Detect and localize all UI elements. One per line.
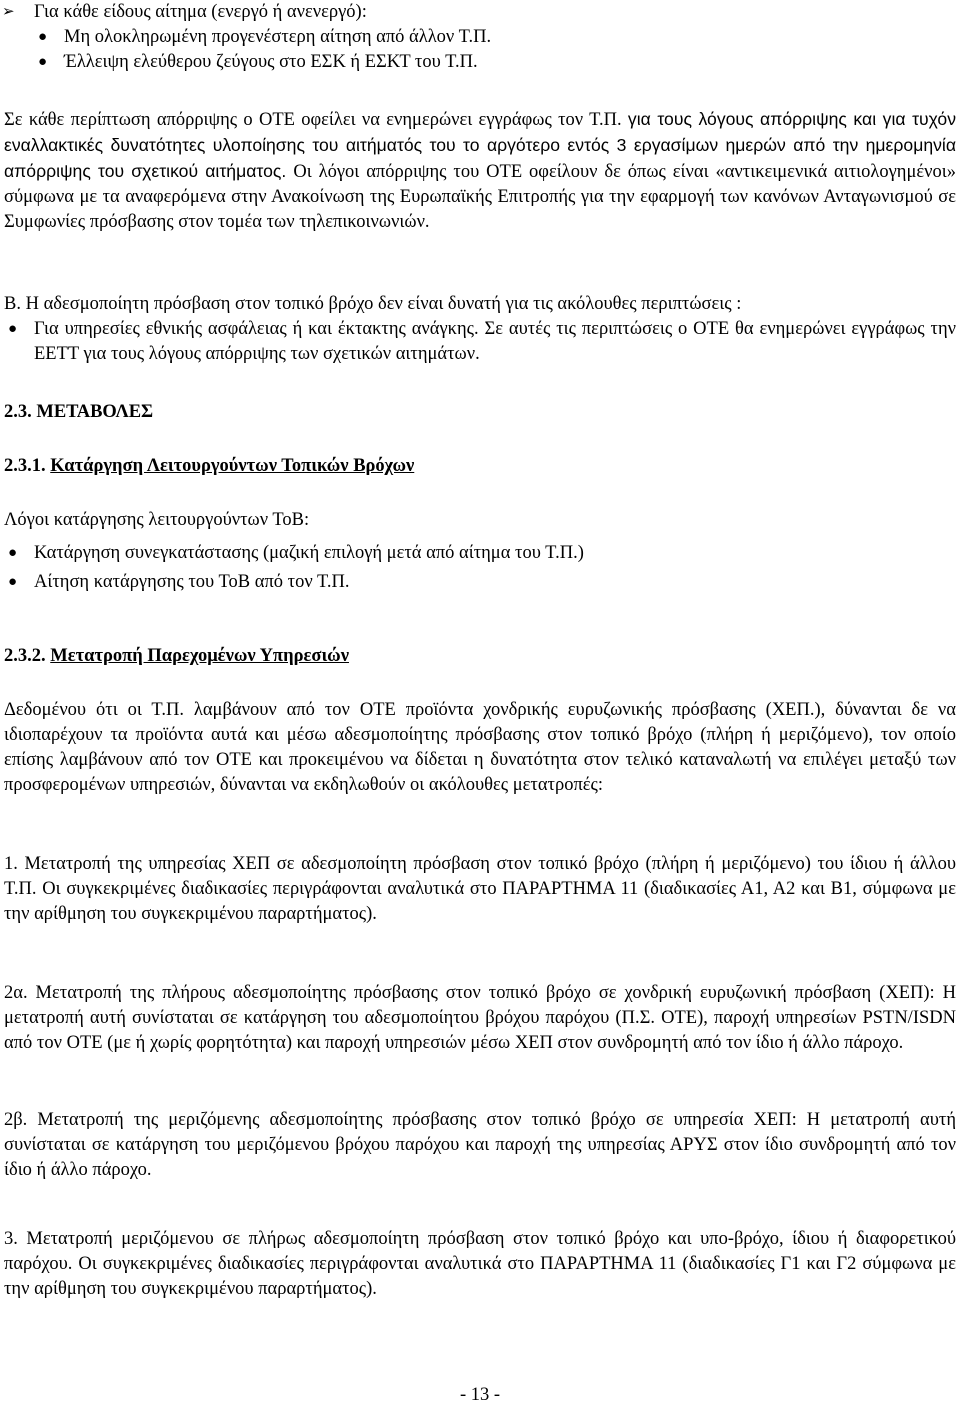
arrow-bullet-icon: ➢ bbox=[2, 4, 15, 20]
list-item: ● Έλλειψη ελεύθερου ζεύγους στο ΕΣΚ ή ΕΣΚΤ του Τ.Π. bbox=[34, 50, 956, 75]
conversion-item-2b: 2β. Μετατροπή της μεριζόμενης αδεσμοποίητης πρόσβασης στον τοπικό βρόχο σε υπηρεσία ΧΕΠ: Η μετατροπή αυτή συνίσταται σε κατάργηση του μεριζόμενου βρόχου παρόχου και παροχή της υπηρεσίας ΑΡΥΣ στον ίδιο συνδρομητή από τον ίδιο ή άλλο πάροχο. bbox=[4, 1110, 956, 1180]
conversion-item-1: 1. Μετατροπή της υπηρεσίας ΧΕΠ σε αδεσμοποίητη πρόσβαση στον τοπικό βρόχο (πλήρη ή μεριζόμενο) του ίδιου ή άλλου Τ.Π. Οι συγκεκριμένες διαδικασίες περιγράφονται αναλυτικά στο ΠΑΡΑΡΤΗΜΑ 11 (διαδικασίες Α1, Α2 και Β1, σύμφωνα με την αρίθμηση του συγκεκριμένου παραρτήματος). bbox=[4, 854, 956, 924]
list-item: ● Αίτηση κατάργησης του ΤοΒ από τον Τ.Π. bbox=[4, 570, 956, 595]
section-2-3-1-body bbox=[4, 508, 956, 595]
top-list bbox=[4, 0, 956, 75]
list-item: ● Για υπηρεσίες εθνικής ασφάλειας ή και έκτακτης ανάγκης. Σε αυτές τις περιπτώσεις ο ΟΤΕ θα ενημερώνει εγγράφως την ΕΕΤΤ για τους λόγους απόρριψης των σχετικών αιτημάτων. bbox=[8, 319, 956, 364]
section-b-intro: Β. Η αδεσμοποίητη πρόσβαση στον τοπικό βρόχο δεν είναι δυνατή για τις ακόλουθες περιπτώσεις : bbox=[4, 294, 742, 314]
section-heading-2-3-2: 2.3.2. Μετατροπή Παρεχομένων Υπηρεσιών bbox=[4, 646, 349, 666]
page-number: - 13 - bbox=[459, 1385, 501, 1405]
bullet-icon: ● bbox=[8, 574, 18, 590]
list-item: ● Μη ολοκληρωμένη προγενέστερη αίτηση από άλλον Τ.Π. bbox=[34, 25, 956, 50]
bullet-icon: ● bbox=[38, 54, 48, 70]
list-item: ● Κατάργηση συνεγκατάστασης (μαζική επιλογή μετά από αίτημα του Τ.Π.) bbox=[4, 541, 956, 566]
bullet-icon: ● bbox=[8, 321, 18, 337]
conversion-item-2a: 2α. Μετατροπή της πλήρους αδεσμοποίητης πρόσβασης στον τοπικό βρόχο σε χονδρική ευρυζωνική πρόσβαση (ΧΕΠ): Η μετατροπή αυτή συνίσταται σε κατάργηση του αδεσμοποίητου βρόχου παρόχου (Π.Σ. ΟΤΕ), παροχή υπηρεσίων PSTN/ISDN από τον ΟΤΕ (με ή χωρίς φορητότητα) και παροχή υπηρεσιών μέσω ΧΕΠ στον συνδρομητή από τον ίδιο ή άλλο πάροχο. bbox=[4, 983, 956, 1053]
section-b bbox=[4, 292, 956, 367]
section-heading-2-3: 2.3. ΜΕΤΑΒΟΛΕΣ bbox=[4, 402, 154, 422]
rejection-paragraph: Σε κάθε περίπτωση απόρριψης ο ΟΤΕ οφείλει να ενημερώνει εγγράφως τον Τ.Π. για τους λόγους απόρριψης και για τυχόν εναλλακτικές δυνατότητες υλοποίησης του αιτήματός του το αργότερο εντός 3 εργασίμων ημερών από την ημερομηνία απόρριψης του σχετικού αιτήματος. Οι λόγοι απόρριψης του ΟΤΕ οφείλουν δε όπως είναι «αντικειμενικά αιτιολογημένοι» σύμφωνα με τα αναφερόμενα στην Ανακοίνωση της Ευρωπαϊκής Επιτροπής για την εφαρμογή των κανόνων Ανταγωνισμού σε Συμφωνίες πρόσβασης στον τομέα των τηλεπικοινωνιών. bbox=[4, 109, 957, 232]
bullet-icon: ● bbox=[38, 29, 48, 45]
section-2-3-1-intro: Λόγοι κατάργησης λειτουργούντων ΤοΒ: bbox=[4, 510, 310, 530]
section-heading-2-3-1: 2.3.1. Κατάργηση Λειτουργούντων Τοπικών Βρόχων bbox=[4, 456, 415, 476]
bullet-icon: ● bbox=[8, 545, 18, 561]
conversion-intro: Δεδομένου ότι οι Τ.Π. λαμβάνουν από τον ΟΤΕ προϊόντα χονδρικής ευρυζωνικής πρόσβασης (ΧΕΠ.), δύνανται δε να ιδιοπαρέχουν τα προϊόντα αυτά και μέσω αδεσμοποίητης πρόσβασης στον τοπικό βρόχο (πλήρη ή μεριζόμενο), τον οποίο επίσης λαμβάνουν από τον ΟΤΕ και προκειμένου να δίδεται η δυνατότητα στον τελικό καταναλωτή να επιλέγει μεταξύ των προσφερομένων υπηρεσιών, δύνανται να εκδηλωθούν οι ακόλουθες μετατροπές: bbox=[4, 700, 956, 795]
conversion-item-3: 3. Μετατροπή μεριζόμενου σε πλήρως αδεσμοποίητη πρόσβαση στον τοπικό βρόχο και υπο-βρόχο, ίδιου ή διαφορετικού παρόχου. Οι συγκεκριμένες διαδικασίες περιγράφονται αναλυτικά στο ΠΑΡΑΡΤΗΜΑ 11 (διαδικασίες Γ1 και Γ2 σύμφωνα με την αρίθμηση του συγκεκριμένου παραρτήματος). bbox=[4, 1229, 956, 1299]
top-list-heading: ➢ Για κάθε είδους αίτημα (ενεργό ή ανενεργό): bbox=[4, 0, 956, 25]
